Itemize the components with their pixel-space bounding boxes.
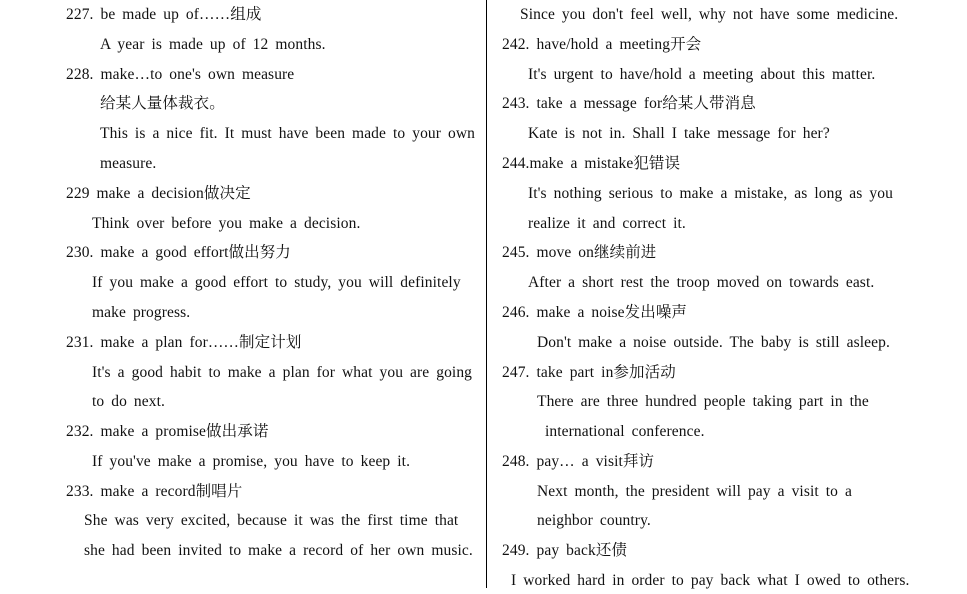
entry-244-heading: 244.make a mistake犯错误	[502, 155, 681, 172]
entry-230-heading: 230. make a good effort做出努力	[66, 244, 291, 261]
entry-229-heading: 229 make a decision做决定	[66, 185, 251, 202]
entry-242-heading: 242. have/hold a meeting开会	[502, 36, 702, 53]
entry-231-example: It's a good habit to make a plan for what you are going	[92, 364, 473, 381]
entry-233-heading: 233. make a record制唱片	[66, 483, 243, 500]
column-divider	[486, 0, 487, 588]
entry-232-heading: 232. make a promise做出承诺	[66, 423, 269, 440]
entry-247-example: There are three hundred people taking part in the	[537, 393, 869, 410]
entry-246-example: Don't make a noise outside. The baby is still asleep.	[537, 334, 890, 351]
entry-230-example: If you make a good effort to study, you will definitely	[92, 274, 461, 291]
entry-246-heading: 246. make a noise发出噪声	[502, 304, 688, 321]
entry-245-heading: 245. move on继续前进	[502, 244, 657, 261]
entry-228-example: This is a nice fit. It must have been made to your own	[100, 125, 475, 142]
entry-233-example-cont: she had been invited to make a record of her own music.	[84, 542, 473, 559]
entry-249-example: I worked hard in order to pay back what I owed to others.	[511, 572, 910, 589]
entry-244-example: It's nothing serious to make a mistake, as long as you	[528, 185, 893, 202]
entry-247-example-cont: international conference.	[545, 423, 705, 440]
entry-248-example: Next month, the president will pay a visit to a	[537, 483, 852, 500]
entry-232-example: If you've make a promise, you have to keep it.	[92, 453, 411, 470]
entry-247-heading: 247. take part in参加活动	[502, 364, 676, 381]
entry-227-heading: 227. be made up of……组成	[66, 6, 262, 23]
entry-231-heading: 231. make a plan for……制定计划	[66, 334, 302, 351]
entry-230-example-cont: make progress.	[92, 304, 191, 321]
entry-227-example: A year is made up of 12 months.	[100, 36, 326, 53]
entry-243-heading: 243. take a message for给某人带消息	[502, 95, 756, 112]
entry-231-example-cont: to do next.	[92, 393, 165, 410]
entry-242-example: It's urgent to have/hold a meeting about this matter.	[528, 66, 876, 83]
entry-245-example: After a short rest the troop moved on towards east.	[528, 274, 875, 291]
entry-248-heading: 248. pay… a visit拜访	[502, 453, 655, 470]
entry-228-meaning: 给某人量体裁衣。	[100, 95, 225, 112]
entry-248-example-cont: neighbor country.	[537, 512, 651, 529]
entry-241-example-continued: Since you don't feel well, why not have some medicine.	[520, 6, 899, 23]
entry-233-example: She was very excited, because it was the first time that	[84, 512, 459, 529]
entry-243-example: Kate is not in. Shall I take message for her?	[528, 125, 830, 142]
entry-228-heading: 228. make…to one's own measure	[66, 66, 295, 83]
entry-244-example-cont: realize it and correct it.	[528, 215, 686, 232]
entry-249-heading: 249. pay back还债	[502, 542, 628, 559]
entry-229-example: Think over before you make a decision.	[92, 215, 361, 232]
entry-228-example-cont: measure.	[100, 155, 157, 172]
